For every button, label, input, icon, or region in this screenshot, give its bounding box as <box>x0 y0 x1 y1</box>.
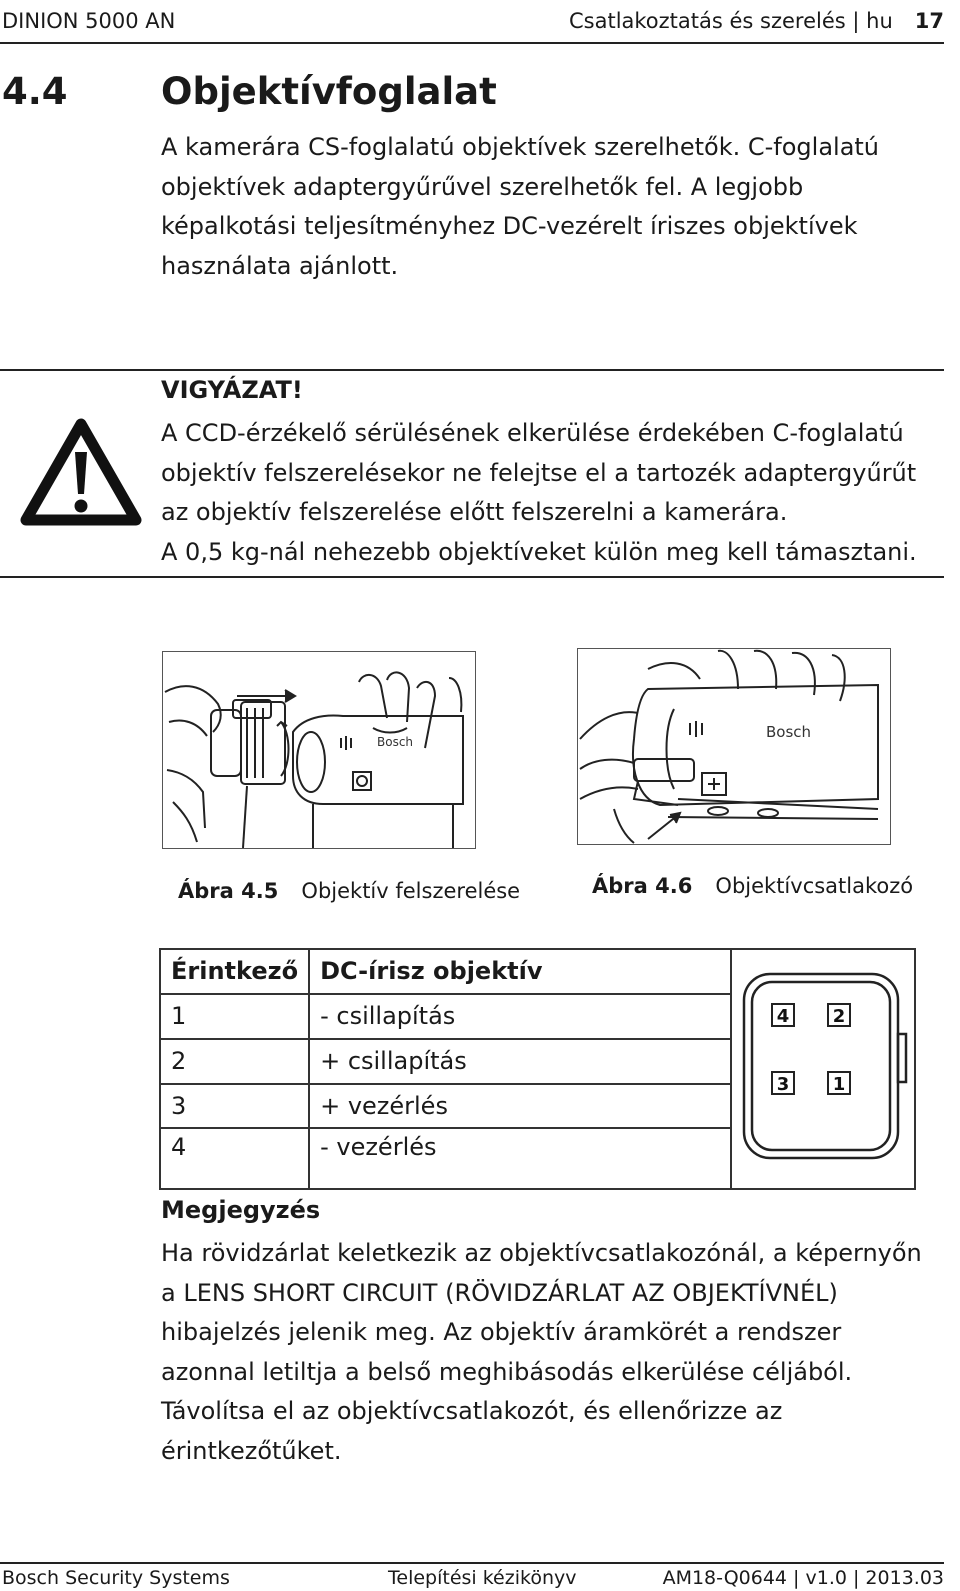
pin-function: + vezérlés <box>309 1084 731 1129</box>
figure-caption <box>592 874 913 898</box>
note-text <box>161 1234 951 1471</box>
intro-line: objektívek adaptergyűrűvel szerelhetők fel. A legjobb <box>161 172 804 201</box>
pin-number: 3 <box>160 1084 309 1129</box>
pin-number: 2 <box>160 1039 309 1084</box>
connector-pin-label: 3 <box>776 1074 790 1095</box>
lens-connector-illustration <box>578 649 890 844</box>
figure-label: Ábra 4.6 <box>592 874 693 898</box>
column-header: Érintkező <box>160 949 309 994</box>
note-heading: Megjegyzés <box>161 1196 321 1224</box>
note-line: Ha rövidzárlat keletkezik az objektívcsatlakozónál, a képernyőn <box>161 1239 922 1267</box>
note-line: a LENS SHORT CIRCUIT (RÖVIDZÁRLAT AZ OBJEKTÍVNÉL) <box>161 1278 838 1307</box>
pin-function: - vezérlés <box>309 1128 731 1189</box>
figure-brand-text: Bosch <box>766 723 812 741</box>
header-chapter <box>569 9 944 33</box>
caution-line: A 0,5 kg-nál nehezebb objektíveket külön meg kell támasztani. <box>161 537 917 566</box>
caution-line: objektív felszerelésekor ne felejtse el a tartozék adaptergyűrűt <box>161 458 917 487</box>
page-number: 17 <box>914 9 944 33</box>
intro-line: képalkotási teljesítményhez DC-vezérelt íriszes objektívek <box>161 212 858 240</box>
connector-pin-label: 4 <box>776 1006 790 1027</box>
connector-pin-label: 1 <box>832 1074 846 1095</box>
pin-number: 4 <box>160 1128 309 1189</box>
caution-bottom-rule <box>0 576 944 578</box>
footer-company: Bosch Security Systems <box>2 1567 230 1589</box>
header-product: DINION 5000 AN <box>2 9 176 33</box>
caution-heading: VIGYÁZAT! <box>161 376 303 404</box>
footer-doc-type: Telepítési kézikönyv <box>388 1567 577 1589</box>
intro-line: használata ajánlott. <box>161 251 399 280</box>
connector-pin-label: 2 <box>832 1006 846 1027</box>
pin-function: + csillapítás <box>309 1039 731 1084</box>
pin-assignment-table <box>159 948 916 1190</box>
table-header-row <box>160 949 915 994</box>
figure-brand-text: Bosch <box>377 735 414 749</box>
figure-lens-connector <box>577 648 891 845</box>
intro-paragraph <box>161 128 941 286</box>
header-divider <box>0 42 944 44</box>
figure-lens-mounting <box>162 651 476 849</box>
figure-caption-text: Objektív felszerelése <box>301 879 521 903</box>
section-title: Objektívfoglalat <box>161 70 497 113</box>
note-line: Távolítsa el az objektívcsatlakozót, és ellenőrizze az <box>161 1397 783 1425</box>
figure-caption <box>178 879 520 903</box>
caution-top-rule <box>0 369 944 371</box>
lens-mounting-illustration <box>163 652 475 848</box>
section-number: 4.4 <box>2 70 68 113</box>
connector-diagram-cell <box>731 949 915 1189</box>
figure-label: Ábra 4.5 <box>178 879 279 903</box>
note-line: hibajelzés jelenik meg. Az objektív áramkörét a rendszer <box>161 1318 842 1346</box>
caution-text <box>161 414 951 572</box>
caution-line: A CCD-érzékelő sérülésének elkerülése érdekében C-foglalatú <box>161 419 904 447</box>
figure-caption-text: Objektívcsatlakozó <box>715 874 914 898</box>
pin-number: 1 <box>160 994 309 1039</box>
connector-pinout-diagram <box>732 950 914 1182</box>
note-line: érintkezőtűket. <box>161 1436 342 1465</box>
caution-line: az objektív felszerelése előtt felszerelni a kamerára. <box>161 498 788 526</box>
note-line: azonnal letiltja a belső meghibásodás elkerülése céljából. <box>161 1357 853 1386</box>
header-chapter-title: Csatlakoztatás és szerelés | hu <box>568 9 893 33</box>
pin-function: - csillapítás <box>309 994 731 1039</box>
warning-triangle-icon <box>20 418 142 526</box>
column-header: DC-írisz objektív <box>309 949 731 994</box>
intro-line: A kamerára CS-foglalatú objektívek szerelhetők. C-foglalatú <box>161 133 880 161</box>
footer-divider <box>0 1562 944 1564</box>
footer-doc-id: AM18-Q0644 | v1.0 | 2013.03 <box>662 1567 944 1589</box>
